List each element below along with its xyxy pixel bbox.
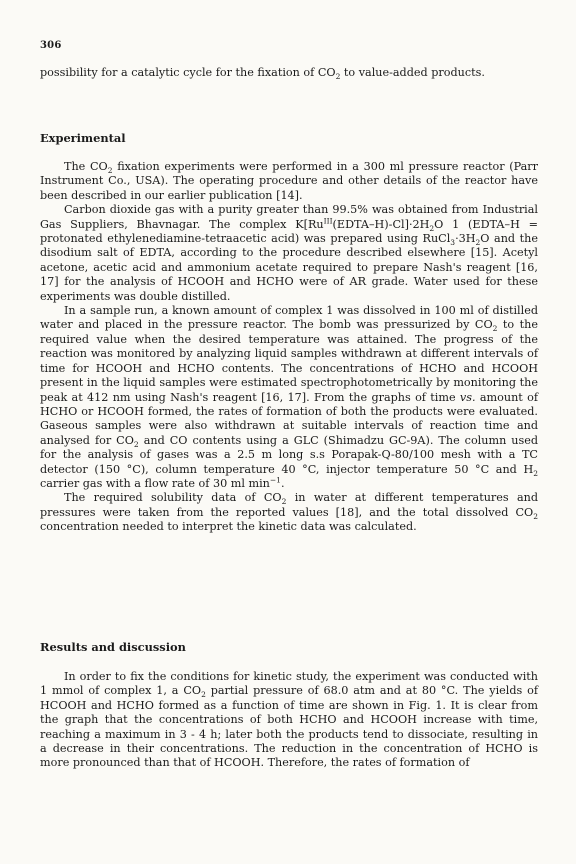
results-body (40, 670, 538, 771)
experimental-paragraph-2: Carbon dioxide gas with a purity greater than 99.5% was obtained from Industrial Gas Suppliers, Bhavnagar. The complex $K[Ru^{III}(EDTA-H)-Cl]\cdot 2H_2O$ 1 (EDTA–H = protonated ethylenediamine-tetraacetic acid) was prepared using $RuCl_3\cdot 3H_2O$ and the disodium salt of EDTA, according to the procedure described elsewhere [15]. Acetyl acetone, acetic acid and ammonium acetate required to prepare Nash's reagent [16, 17] for the analysis of HCOOH and HCHO were of AR grade. Water used for these experiments was double distilled. (40, 203, 538, 303)
section-heading-results: Results and discussion (40, 640, 186, 654)
intro-paragraph: possibility for a catalytic cycle for the fixation of $CO_2$ to value-added products. (40, 66, 485, 82)
experimental-paragraph-1: The $CO_2$ fixation experiments were performed in a 300 ml pressure reactor (Parr Instrument Co., USA). The operating procedure and other details of the reactor have been described in our earlier publication [14]. (40, 160, 539, 202)
experimental-paragraph-4: The required solubility data of $CO_2$ in water at different temperatures and pressures were taken from the reported values [18], and the total dissolved $CO_2$ concentration needed to interpret the kinetic data was calculated. (40, 491, 538, 534)
page-number: 306 (40, 40, 62, 51)
results-paragraph-1: In order to fix the conditions for kinetic study, the experiment was conducted with 1 mmol of complex 1, a $CO_2$ partial pressure of 68.0 atm and at 80 °C. The yields of HCOOH and HCHO formed as a function of time are shown in Fig. 1. It is clear from the graph that the concentrations of both HCHO and HCOOH increase with time, reaching a maximum in 3 - 4 h; later both the products tend to dissociate, resulting in a decrease in their concentrations. The reduction in the concentration of HCHO is more pronounced than that of HCOOH. Therefore, the rates of formation of (40, 670, 539, 770)
experimental-paragraph-3: In a sample run, a known amount of complex 1 was dissolved in 100 ml of distilled water and placed in the pressure reactor. The bomb was pressurized by $CO_2$ to the required value when the desired temperature was attained. The progress of the reaction was monitored by analyzing liquid samples withdrawn at different intervals of time for HCOOH and HCHO contents. The concentrations of HCHO and HCOOH present in the liquid samples were estimated spectrophotometrically by monitoring the peak at 412 nm using Nash's reagent [16, 17]. From the graphs of time vs. amount of HCHO or HCOOH formed, the rates of formation of both the products were evaluated. Gaseous samples were also withdrawn at suitable intervals of reaction time and analysed for $CO_2$ and CO contents using a GLC (Shimadzu GC-9A). The column used for the analysis of gases was a 2.5 m long s.s Porapak-Q-80/100 mesh with a TC detector (150 °C), column temperature 40 °C, injector temperature 50 °C and $H_2$ carrier gas with a flow rate of 30 ml $\min^{-1}$. (40, 304, 539, 490)
section-heading-experimental: Experimental (40, 131, 126, 145)
experimental-body (40, 160, 538, 535)
